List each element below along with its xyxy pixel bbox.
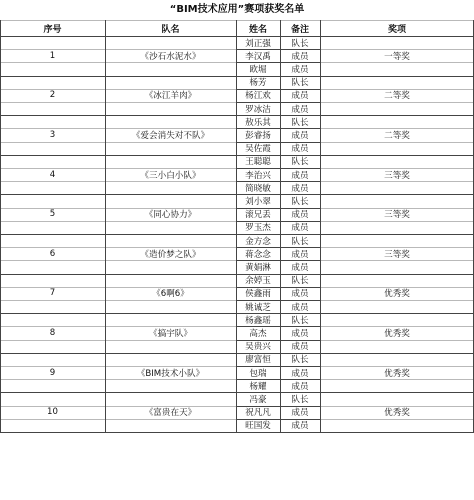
- row-number: 3: [49, 129, 56, 140]
- member-name: 杨鑫瑶: [245, 315, 271, 326]
- gridline: [0, 406, 236, 407]
- member-role: 队长: [291, 196, 309, 207]
- member-name: 侯鑫雨: [245, 289, 271, 300]
- team-name: 《造价梦之队》: [140, 249, 201, 260]
- member-name: 杨耀: [249, 381, 267, 392]
- gridline: [320, 379, 474, 380]
- row-number: 1: [49, 50, 56, 61]
- team-name: 《6啊6》: [152, 289, 189, 300]
- member-name: 欧堀: [249, 64, 267, 75]
- member-role: 成员: [291, 130, 309, 141]
- team-name: 《三小白小队》: [140, 170, 201, 181]
- member-name: 简晓敏: [245, 183, 271, 194]
- member-name: 姚诚芝: [245, 302, 271, 313]
- member-role: 成员: [291, 51, 309, 62]
- member-role: 成员: [291, 262, 309, 273]
- gridline: [0, 287, 236, 288]
- team-name: 《同心协力》: [144, 210, 197, 221]
- gridline: [0, 247, 236, 248]
- column-line: [0, 20, 1, 432]
- sheet-title: “BIM技术应用”赛项获奖名单: [169, 4, 305, 15]
- gridline: [0, 419, 236, 420]
- gridline: [320, 406, 474, 407]
- member-role: 成员: [291, 144, 309, 155]
- gridline: [320, 128, 474, 129]
- gridline: [0, 379, 236, 380]
- gridline: [0, 128, 236, 129]
- member-role: 队长: [291, 157, 309, 168]
- row-number: 4: [49, 169, 56, 180]
- award-value: 优秀奖: [384, 328, 410, 339]
- award-value: 一等奖: [384, 51, 410, 62]
- member-role: 成员: [291, 302, 309, 313]
- member-name: 包瑞: [249, 368, 267, 379]
- gridline: [320, 340, 474, 341]
- member-role: 队长: [291, 315, 309, 326]
- member-role: 队长: [291, 117, 309, 128]
- gridline: [320, 419, 474, 420]
- member-name: 吴贵兴: [245, 342, 271, 353]
- team-name: 《冰江羊肉》: [144, 91, 197, 102]
- gridline: [0, 89, 236, 90]
- member-role: 成员: [291, 223, 309, 234]
- gridline: [320, 49, 474, 50]
- member-name: 罗冰洁: [245, 104, 271, 115]
- award-value: 三等奖: [384, 170, 410, 181]
- member-name: 高杰: [249, 328, 267, 339]
- gridline: [320, 208, 474, 209]
- gridline: [0, 221, 236, 222]
- column-line: [320, 20, 321, 432]
- member-role: 成员: [291, 328, 309, 339]
- gridline: [320, 247, 474, 248]
- member-role: 成员: [291, 381, 309, 392]
- row-number: 7: [49, 288, 56, 299]
- column-line: [236, 20, 237, 432]
- member-role: 成员: [291, 342, 309, 353]
- gridline: [320, 62, 474, 63]
- header-num: 序号: [43, 24, 62, 35]
- member-role: 成员: [291, 104, 309, 115]
- gridline: [0, 260, 236, 261]
- member-name: 王聪聪: [245, 157, 271, 168]
- gridline: [320, 221, 474, 222]
- team-divider: [0, 432, 474, 433]
- member-role: 成员: [291, 210, 309, 221]
- member-role: 成员: [291, 249, 309, 260]
- header-note: 备注: [290, 24, 309, 35]
- team-name: 《爱会消失对不队》: [131, 130, 210, 141]
- header-award: 奖项: [387, 24, 406, 35]
- member-name: 刘正强: [245, 38, 271, 49]
- member-name: 冯豪: [249, 394, 267, 405]
- member-role: 成员: [291, 408, 309, 419]
- gridline: [320, 287, 474, 288]
- gridline: [0, 300, 236, 301]
- member-name: 罗玉杰: [245, 223, 271, 234]
- award-value: 二等奖: [384, 91, 410, 102]
- award-value: 二等奖: [384, 130, 410, 141]
- member-name: 蒋念念: [245, 249, 271, 260]
- gridline: [0, 102, 236, 103]
- gridline: [320, 366, 474, 367]
- member-role: 队长: [291, 236, 309, 247]
- award-value: 三等奖: [384, 210, 410, 221]
- team-name: 《富贵在天》: [144, 408, 197, 419]
- gridline: [320, 102, 474, 103]
- gridline: [0, 62, 236, 63]
- gridline: [320, 300, 474, 301]
- member-role: 成员: [291, 91, 309, 102]
- header-team: 队名: [161, 24, 180, 35]
- team-name: 《沙石水泥水》: [140, 51, 201, 62]
- member-role: 成员: [291, 170, 309, 181]
- row-number: 9: [49, 367, 56, 378]
- member-name: 刘小翠: [245, 196, 271, 207]
- award-value: 优秀奖: [384, 368, 410, 379]
- member-name: 金方念: [245, 236, 271, 247]
- row-number: 2: [49, 90, 56, 101]
- member-name: 余婷玉: [245, 276, 271, 287]
- gridline: [0, 49, 236, 50]
- gridline: [320, 260, 474, 261]
- row-number: 10: [47, 407, 58, 418]
- member-role: 成员: [291, 368, 309, 379]
- member-name: 吴佐霞: [245, 144, 271, 155]
- award-value: 三等奖: [384, 249, 410, 260]
- gridline: [0, 326, 236, 327]
- gridline: [0, 181, 236, 182]
- team-name: 《BIM技术小队》: [136, 368, 205, 379]
- gridline: [320, 168, 474, 169]
- member-role: 队长: [291, 355, 309, 366]
- gridline: [0, 142, 236, 143]
- member-name: 旺国发: [245, 421, 271, 432]
- member-name: 滚兄丢: [245, 210, 271, 221]
- member-role: 队长: [291, 38, 309, 49]
- gridline: [320, 89, 474, 90]
- member-name: 杨江欢: [245, 91, 271, 102]
- member-role: 队长: [291, 394, 309, 405]
- row-number: 5: [49, 209, 56, 220]
- member-name: 杨芳: [249, 78, 267, 89]
- column-line: [105, 20, 106, 432]
- member-name: 李汉禹: [245, 51, 271, 62]
- member-role: 队长: [291, 78, 309, 89]
- member-role: 成员: [291, 64, 309, 75]
- member-role: 成员: [291, 421, 309, 432]
- award-value: 优秀奖: [384, 289, 410, 300]
- member-name: 黄娟淋: [245, 262, 271, 273]
- gridline: [320, 142, 474, 143]
- member-name: 敖乐其: [245, 117, 271, 128]
- award-value: 优秀奖: [384, 408, 410, 419]
- member-role: 成员: [291, 289, 309, 300]
- header-top-line: [0, 20, 474, 21]
- team-name: 《搞宇队》: [149, 328, 192, 339]
- gridline: [320, 181, 474, 182]
- gridline: [0, 340, 236, 341]
- gridline: [0, 366, 236, 367]
- member-name: 彭睿扬: [245, 130, 271, 141]
- column-line: [280, 20, 281, 432]
- gridline: [0, 168, 236, 169]
- member-name: 李治兴: [245, 170, 271, 181]
- gridline: [320, 326, 474, 327]
- row-number: 8: [49, 327, 56, 338]
- member-role: 成员: [291, 183, 309, 194]
- member-role: 队长: [291, 276, 309, 287]
- header-name: 姓名: [248, 24, 267, 35]
- member-name: 廖富恒: [245, 355, 271, 366]
- row-number: 6: [49, 248, 56, 259]
- gridline: [0, 208, 236, 209]
- member-name: 祝凡凡: [245, 408, 271, 419]
